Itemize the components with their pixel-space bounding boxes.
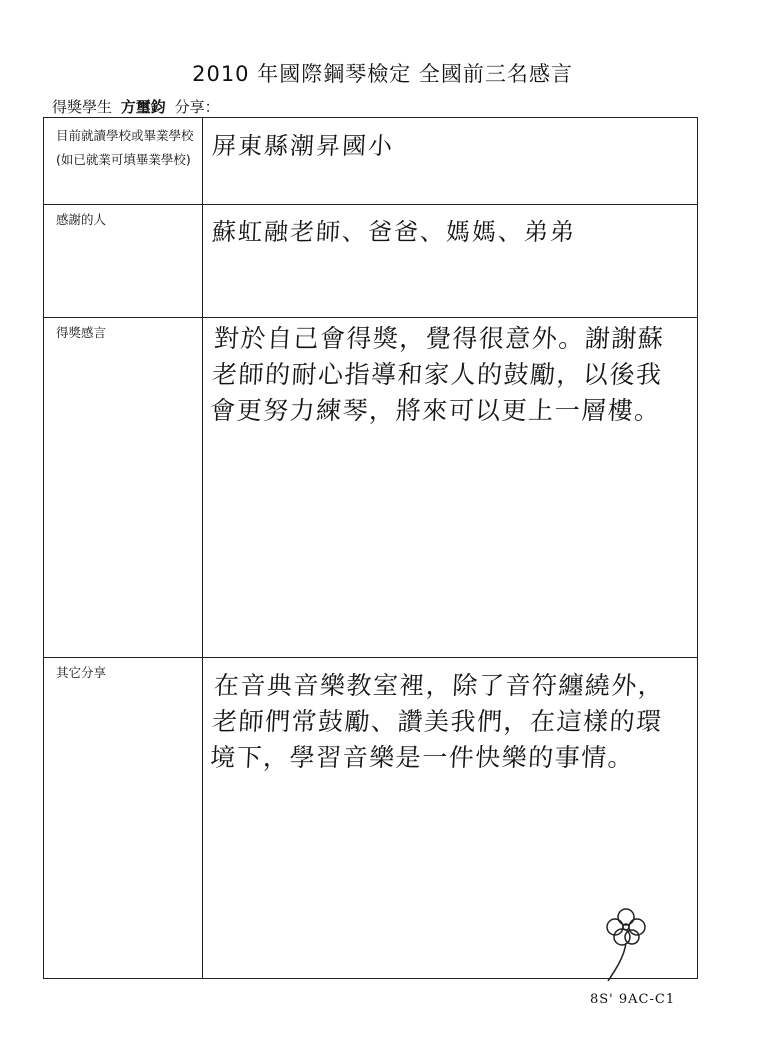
row-divider [44,204,697,205]
student-prefix: 得獎學生 [52,98,113,116]
document-code: 8S' 9AC-C1 [590,992,676,1007]
page-title: 2010 年國際鋼琴檢定 全國前三名感言 [192,62,573,86]
answer-speech: 對於自己會得獎，覺得很意外。謝謝蘇老師的耐心指導和家人的鼓勵，以後我會更努力練琴，將來可以更上一層樓。 [209,324,666,425]
column-divider [202,118,203,978]
row-divider [44,317,697,318]
form-table [43,117,698,979]
student-line [52,96,220,117]
label-thanks: 感謝的人 [56,212,107,227]
student-suffix: 分享： [174,98,220,116]
answer-other: 在音典音樂教室裡，除了音符纏繞外，老師們常鼓勵、讚美我們，在這樣的環境下，學習音樂是一件快樂的事情。 [209,671,666,772]
row-divider [44,657,697,658]
answer-thanks: 蘇虹融老師、爸爸、媽媽、弟弟 [211,218,577,246]
answer-school: 屏東縣潮昇國小 [211,132,395,160]
label-speech: 得獎感言 [56,325,107,340]
flower-doodle-icon [598,905,654,983]
label-school: 目前就讀學校或畢業學校(如已就業可填畢業學校) [56,128,194,167]
label-other: 其它分享 [56,665,107,680]
student-name: 方璽鈞 [120,98,166,116]
